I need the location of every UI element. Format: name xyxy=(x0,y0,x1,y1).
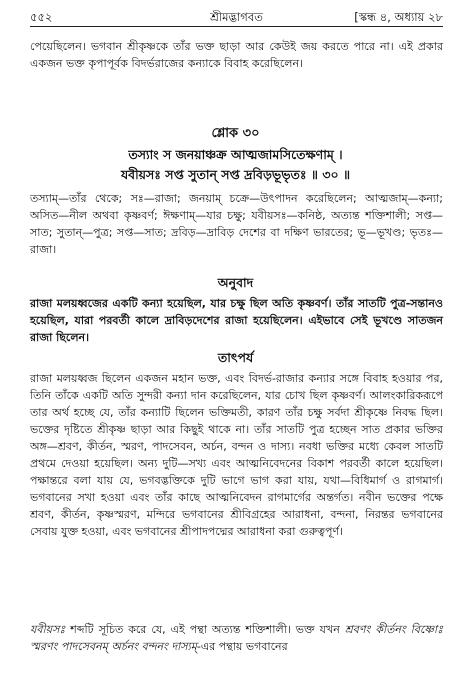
purport-final-text xyxy=(30,621,443,655)
sanskrit-quote: শ্রবণং কীর্তনং বিষ্ণোঃ স্মরণং পাদসেবনম্ অর্চনং বন্দনং দাস্যম্ xyxy=(30,623,443,653)
translation-heading: অনুবাদ xyxy=(217,275,254,290)
running-header xyxy=(30,8,443,27)
verse-line-2: যবীয়সঃ সপ্ত সুতান্ সপ্ত দ্রবিড়ভূভৃতঃ ॥ ৩০ ॥ xyxy=(120,167,351,182)
verse-line-1: তস্যাং স জনয়াঞ্চক্র আত্মজামসিতেক্ষণাম্ । xyxy=(128,147,343,162)
purport-final-paragraph xyxy=(30,621,443,655)
intro-paragraph xyxy=(30,38,443,72)
synonyms-text: তস্যাম্—তাঁর থেকে; সঃ—রাজা; জনয়াম্ চক্রে—উৎপাদন করেছিলেন; আত্মজাম্—কন্যা; অসিত—নীল অথবা কৃষ্ণবর্ণ; ঈক্ষণাম্—যার চক্ষু; যবীয়সঃ—কনিষ্ঠ, অত্যন্ত শক্তিশালী; সপ্ত—সাত; সুতান্—পুত্র; সপ্ত—সাত; দ্রবিড়—দ্রাবিড় দেশের বা দক্ষিণ ভারতের; ভূ—ভূখণ্ড; ভৃতঃ—রাজা। xyxy=(30,192,443,256)
verse-title: শ্লোক ৩০ xyxy=(211,126,260,141)
book-title: শ্রীমদ্ভাগবত xyxy=(210,10,263,24)
page-number: ৫৫২ xyxy=(30,10,53,24)
purport-paragraph xyxy=(30,370,443,540)
chapter-reference: [স্কন্ধ ৪, অধ্যায় ২৮ xyxy=(354,10,443,24)
purport-text: রাজা মলয়ধ্বজ ছিলেন একজন মহান ভক্ত, এবং বিদর্ভ-রাজার কন্যার সঙ্গে বিবাহ হওয়ার পর, তিনি তাঁকে একটি অতি সুন্দরী কন্যা দান করেছিলেন, যার চোখ ছিল কৃষ্ণবর্ণ। আলংকারিকরূপে তার অর্থ হচ্ছে যে, তাঁর কন্যাটি ছিলেন ভক্তিমতী, কারণ তাঁর চক্ষু সর্বদা শ্রীকৃষ্ণে নিবদ্ধ ছিল। ভক্তের দৃষ্টিতে শ্রীকৃষ্ণ ছাড়া আর কিছুই থাকে না। তাঁর সাতটি পুত্র হচ্ছেন সাত প্রকার ভক্তির অঙ্গ—শ্রবণ, কীর্তন, স্মরণ, পাদসেবন, অর্চন, বন্দন ও দাস্য। নবধা ভক্তির মধ্যে কেবল সাতটি প্রথমে দেওয়া হয়েছিল। অন্য দুটি—সখ্য এবং আত্মনিবেদনের বিকাশ পরবর্তী কালে হয়েছিল। পক্ষান্তরে বলা যায় যে, ভগবদ্ভক্তিকে দুটি ভাগে ভাগ করা যায়, যথা—বিধিমার্গ ও রাগমার্গ। ভগবানের সখা হওয়া এবং তাঁর কাছে আত্মনিবেদন রাগমার্গের অন্তর্গত। নবীন ভক্তের পক্ষে শ্রবণ, কীর্তন, কৃষ্ণস্মরণ, মন্দিরে ভগবানের শ্রীবিগ্রহের আরাধনা, বন্দনা, নিরন্তর ভগবানের সেবায় যুক্ত হওয়া, এবং ভগবানের শ্রীপাদপদ্মের আরাধনা করা গুরুত্বপূর্ণ। xyxy=(30,372,443,538)
purport-heading: তাৎপর্য xyxy=(217,350,254,365)
synonyms-paragraph xyxy=(30,190,443,258)
purport-final-tail: -এর পন্থায় ভগবানের xyxy=(196,640,288,653)
intro-text: পেয়েছিলেন। ভগবান শ্রীকৃষ্ণকে তাঁর ভক্ত ছাড়া আর কেউই জয় করতে পারে না। এই প্রকার একজন ভক্ত কৃপাপূর্বক বিদর্ভরাজের কন্যাকে বিবাহ করেছিলেন। xyxy=(30,40,443,70)
translation-paragraph xyxy=(30,295,443,346)
sanskrit-term: যবীয়সঃ xyxy=(30,623,66,636)
purport-final-mid: শব্দটি সূচিত করে যে, এই পন্থা অত্যন্ত শক্তিশালী। ভক্ত যখন xyxy=(65,623,345,636)
translation-text: রাজা মলয়ধ্বজের একটি কন্যা হয়েছিল, যার চক্ষু ছিল অতি কৃষ্ণবর্ণ। তাঁর সাতটি পুত্র-সন্তানও হয়েছিল, যারা পরবর্তী কালে দ্রাবিড়দেশের রাজা হয়েছিলেন। এইভাবে সেই ভূখণ্ডে সাতজন রাজা ছিলেন। xyxy=(30,297,443,344)
